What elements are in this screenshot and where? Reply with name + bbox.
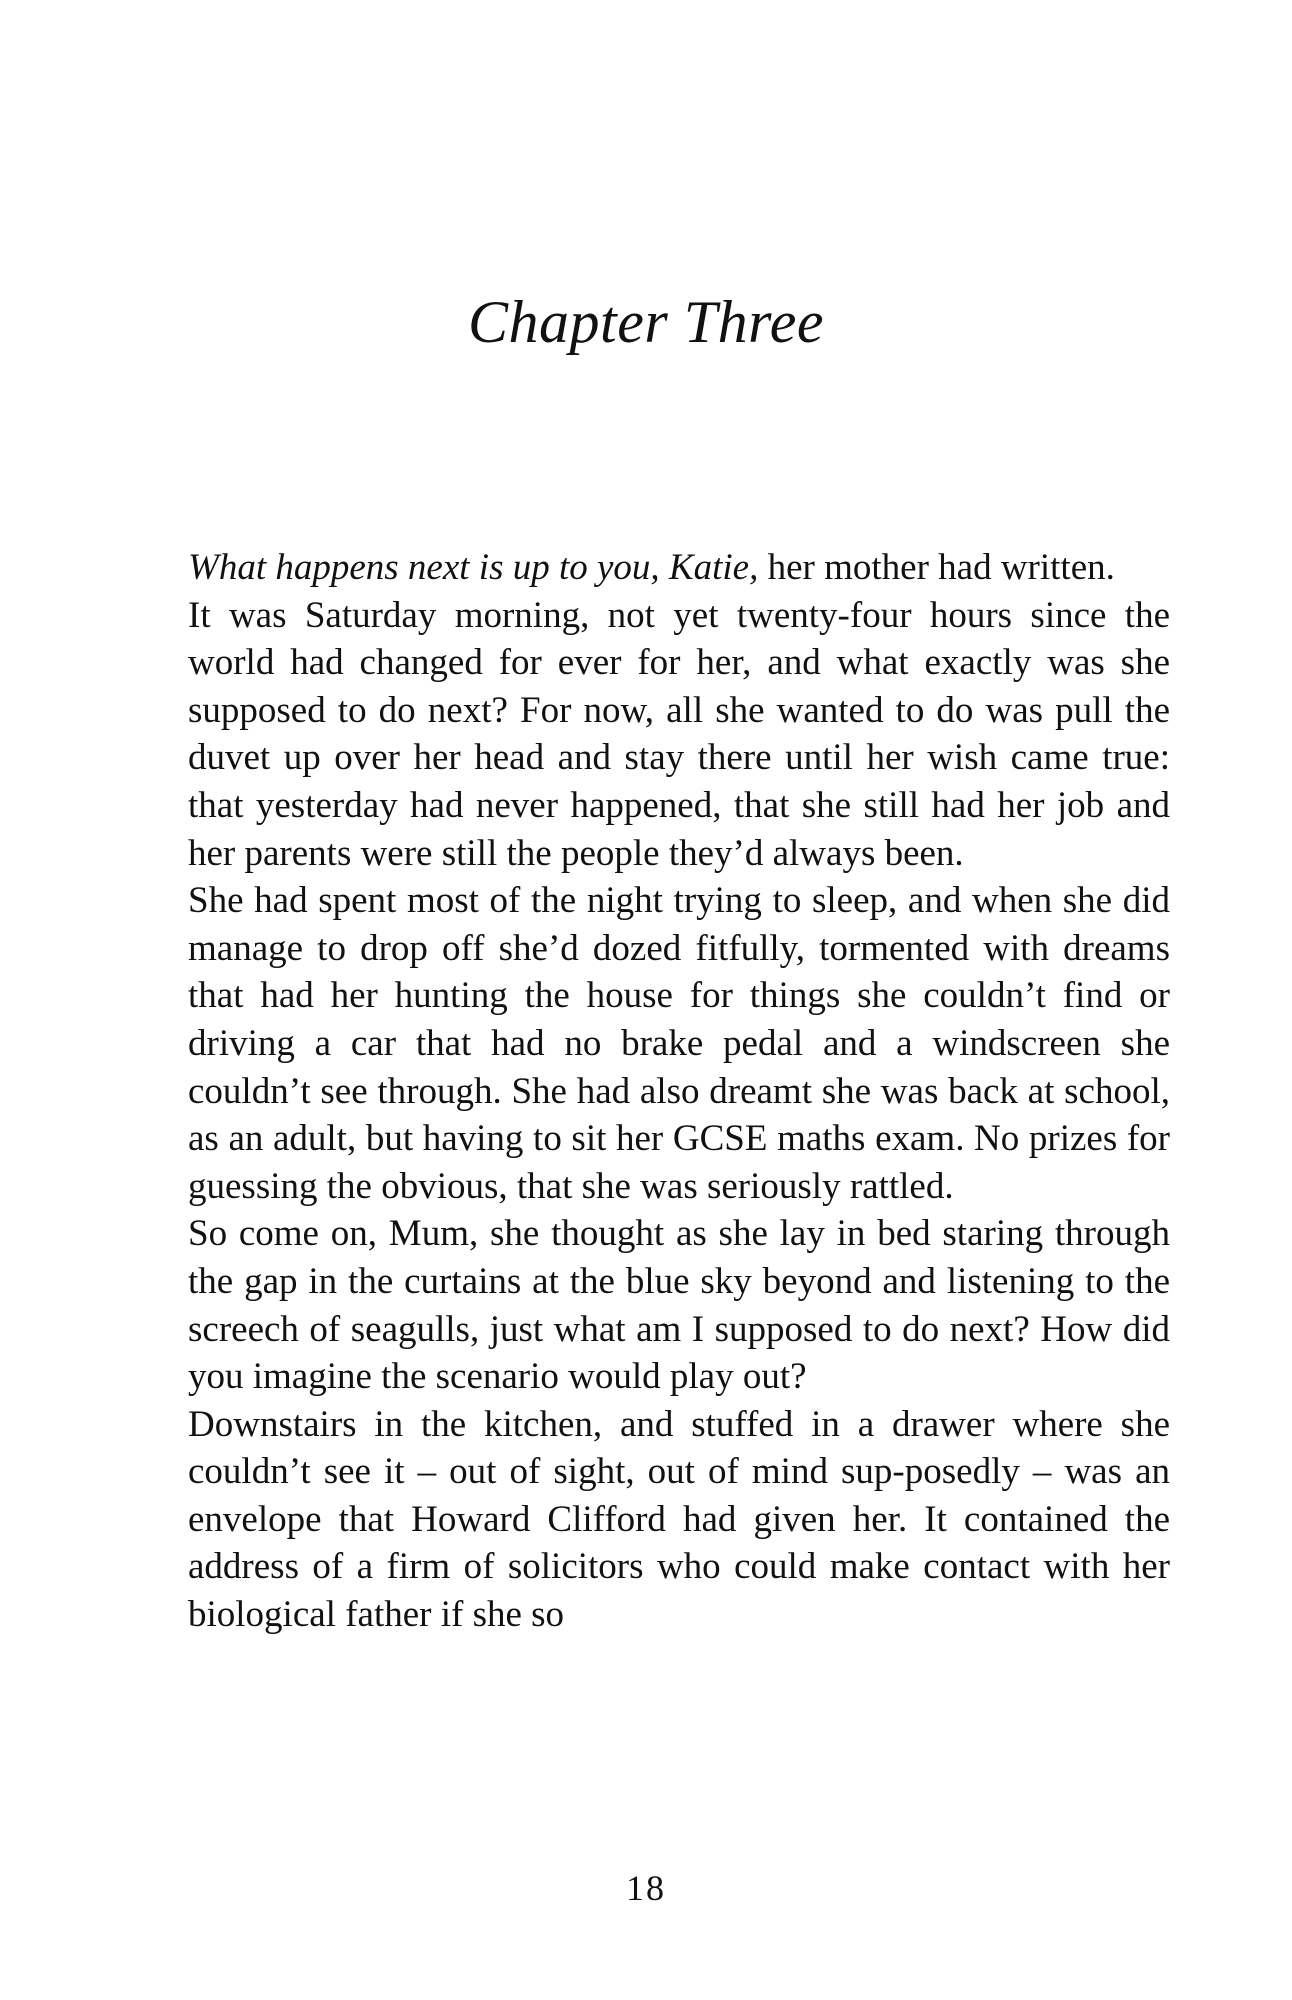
- paragraph-3: [188, 877, 1170, 1210]
- paragraph-1: [188, 544, 1170, 592]
- paragraph-1-text: her mother had written.: [758, 547, 1115, 588]
- paragraph-3-text: She had spent most of the night trying to sleep, and when she did manage to drop off she’d dozed fitfully, tormented with dreams that had her hunting the house for things she couldn’t find or driving a car that had no brake pedal and a windscreen she couldn’t see through. She had also dreamt she was back at school, as an adult, but having to sit her GCSE maths exam. No prizes for guessing the obvious, that she was seriously rattled.: [188, 880, 1170, 1207]
- body-text: [188, 544, 1170, 1639]
- paragraph-4: [188, 1210, 1170, 1400]
- paragraph-2: [188, 592, 1170, 878]
- page-number: 18: [626, 1868, 666, 1908]
- paragraph-5-text: Downstairs in the kitchen, and stuffed in a drawer where she couldn’t see it – out of sight, out of mind sup-posedly – was an envelope that Howard Clifford had given her. It contained the address of a firm of solicitors who could make contact with her biological father if she so: [188, 1403, 1170, 1636]
- paragraph-5: [188, 1401, 1170, 1639]
- paragraph-1-italic-lead: What happens next is up to you, Katie,: [188, 547, 759, 588]
- paragraph-4-text: So come on, Mum, she thought as she lay in bed staring through the gap in the curtains at the blue sky beyond and listening to the screech of seagulls, just what am I supposed to do next? How did you imagine the scenario would play out?: [188, 1213, 1170, 1398]
- chapter-title: Chapter Three: [468, 289, 824, 355]
- paragraph-2-text: It was Saturday morning, not yet twenty-four hours since the world had changed for ever for her, and what exactly was she supposed to do next? For now, all she wanted to do was pull the duvet up over her head and stay there until her wish came true: that yesterday had never happened, that she still had her job and her parents were still the people they’d always been.: [188, 594, 1170, 874]
